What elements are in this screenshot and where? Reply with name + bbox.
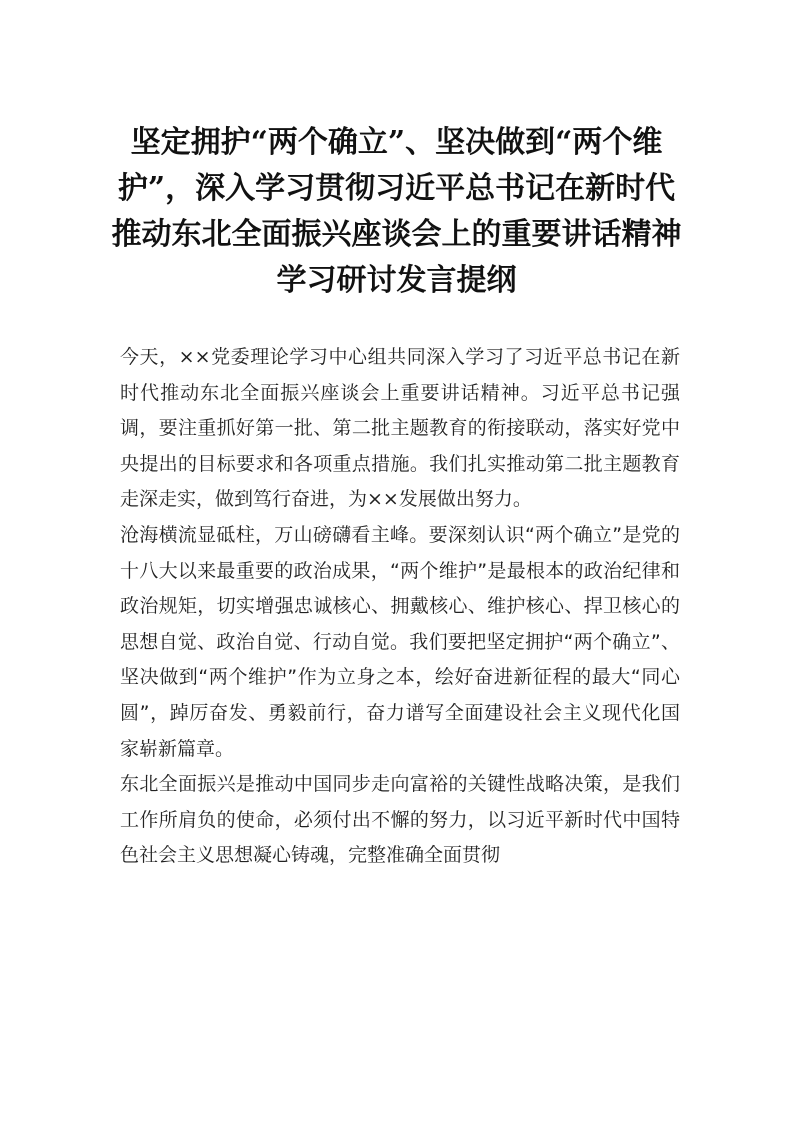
paragraph-intro: 今天，××党委理论学习中心组共同深入学习了习近平总书记在新时代推动东北全面振兴座谈会上重要讲话精神。习近平总书记强调，要注重抓好第一批、第二批主题教育的衔接联动，落实好党中央提出的目标要求和各项重点措施。我们扎实推动第二批主题教育走深走实，做到笃行奋进，为××发展做出努力。 — [120, 346, 680, 511]
paragraph-two-establishments: 沧海横流显砥柱，万山磅礴看主峰。要深刻认识“两个确立”是党的十八大以来最重要的政治成果，“两个维护”是最根本的政治纪律和政治规矩，切实增强忠诚核心、拥戴核心、维护核心、捍卫核心的思想自觉、政治自觉、行动自觉。我们要把坚定拥护“两个确立”、坚决做到“两个维护”作为立身之本，绘好奋进新征程的最大“同心圆”，踔厉奋发、勇毅前行，奋力谱写全面建设社会主义现代化国家崭新篇章。 — [120, 523, 680, 760]
document-body — [120, 340, 680, 874]
document-title: 坚定拥护“两个确立”、坚决做到“两个维护”，深入学习贯彻习近平总书记在新时代推动东北全面振兴座谈会上的重要讲话精神学习研讨发言提纲 — [111, 125, 682, 298]
paragraph-northeast-revitalization: 东北全面振兴是推动中国同步走向富裕的关键性战略决策，是我们工作所肩负的使命，必须付出不懈的努力，以习近平新时代中国特色社会主义思想凝心铸魂，完整准确全面贯彻 — [120, 773, 680, 867]
